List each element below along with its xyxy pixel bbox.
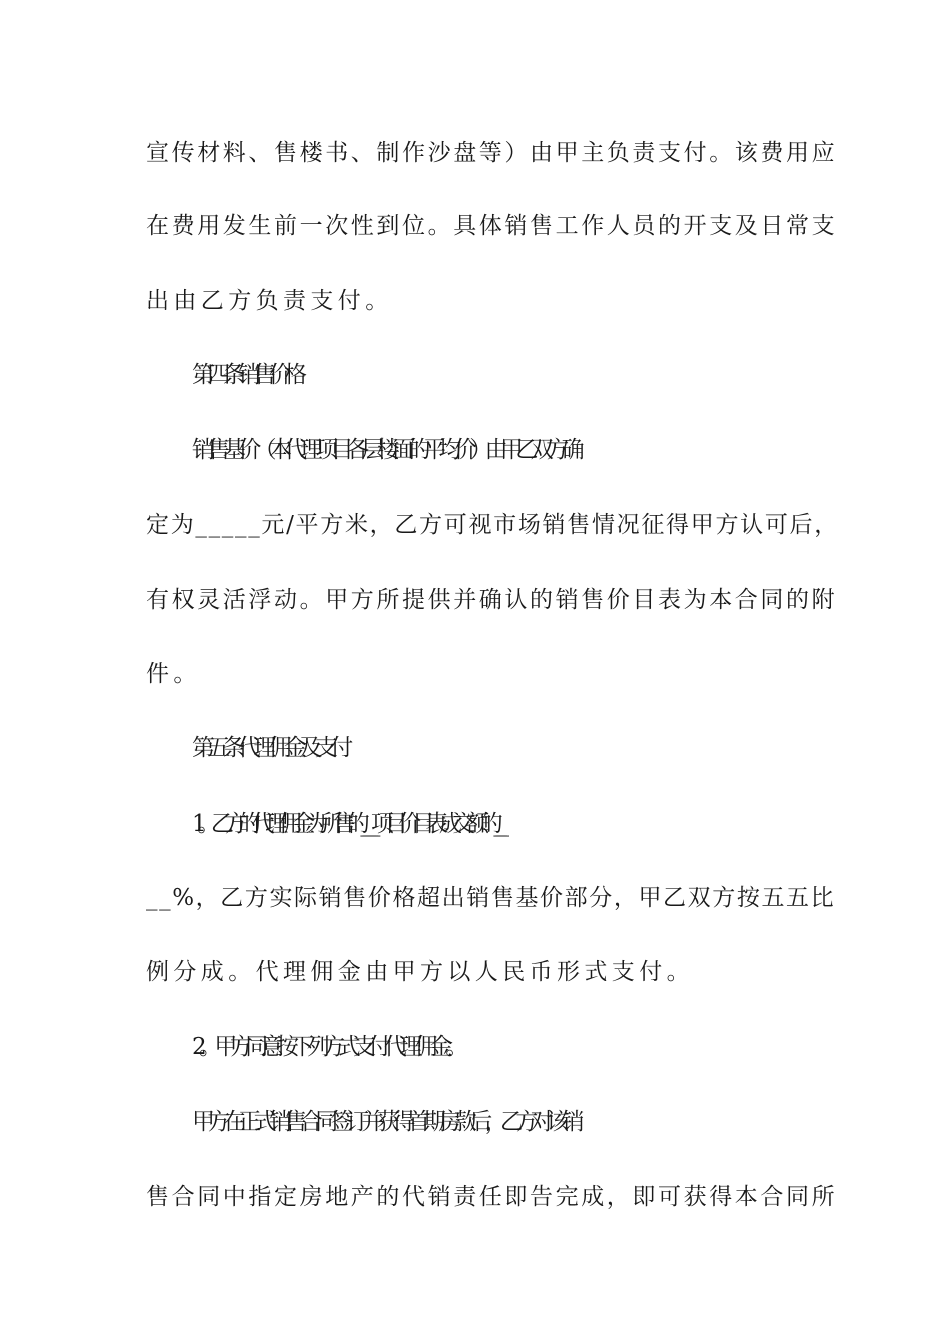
text-line: 例分成。代理佣金由甲方以人民币形式支付。 [146,959,694,985]
text-line: 宣传材料、售楼书、制作沙盘等）由甲主负责支付。该费用应 [146,140,838,166]
text-line: 出由乙方负责支付。 [146,288,393,314]
text-line: 2。甲方同意按下列方式支付代理佣金。 [192,1034,461,1060]
text-line: __%，乙方实际销售价格超出销售基价部分，甲乙双方按五五比 [146,885,836,911]
text-line: 甲方在正式销售合同签订并获得首期房款后，乙方对该销 [192,1109,578,1135]
text-line: 1。乙方的代理佣金为所售的_____项目价目表成交额的___ [192,811,500,837]
text-line: 件。 [146,661,201,687]
section-heading: 第四条 销售价格 [192,362,300,388]
text-line: 有权灵活浮动。甲方所提供并确认的销售价目表为本合同的附 [146,587,838,613]
text-line: 售合同中指定房地产的代销责任即告完成，即可获得本合同所 [146,1184,838,1210]
section-heading: 第五条 代理佣金及支付 [192,735,346,761]
text-line: 在费用发生前一次性到位。具体销售工作人员的开支及日常支 [146,213,838,239]
text-line: 定为_____元/平方米，乙方可视市场销售情况征得甲方认可后， [146,512,839,538]
text-line: 销售基价（本代理项目各层楼面的平均价）由甲乙双方确 [192,437,578,463]
